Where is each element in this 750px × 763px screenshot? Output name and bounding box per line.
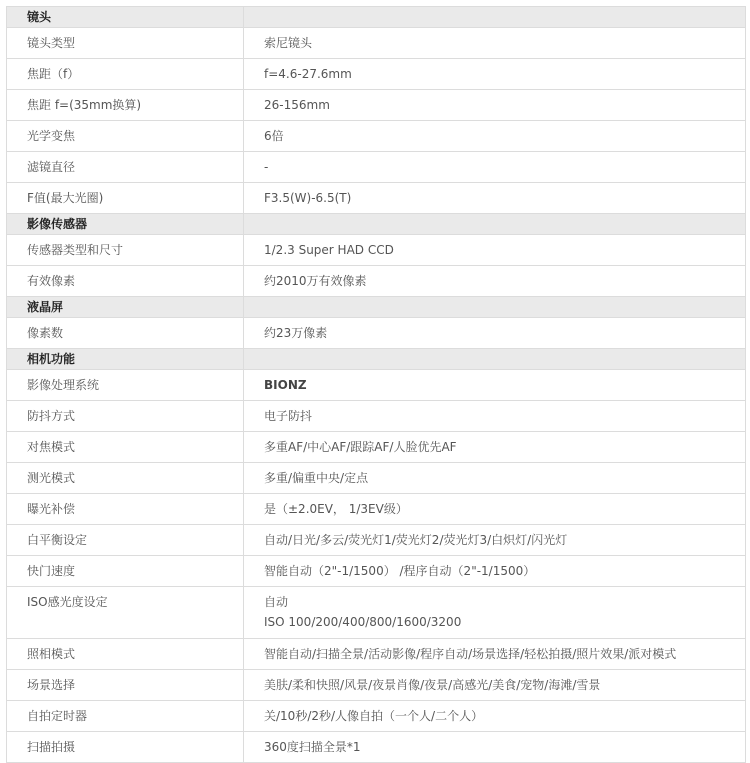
section-header-row [7, 297, 746, 318]
spec-label: 传感器类型和尺寸 [7, 235, 244, 266]
spec-label: 滤镜直径 [7, 152, 244, 183]
spec-value-line: 智能自动（2"-1/1500） /程序自动（2"-1/1500） [264, 564, 536, 578]
spec-row [7, 463, 746, 494]
spec-value-line: 美肤/柔和快照/风景/夜景肖像/夜景/高感光/美食/宠物/海滩/雪景 [264, 678, 601, 692]
spec-label: 曝光补偿 [7, 494, 244, 525]
spec-value-line: ISO 100/200/400/800/1600/3200 [264, 615, 462, 629]
spec-row [7, 318, 746, 349]
section-title: 影像传感器 [7, 214, 244, 235]
spec-row [7, 432, 746, 463]
spec-label: 测光模式 [7, 463, 244, 494]
spec-label: 白平衡设定 [7, 525, 244, 556]
spec-value-line: f=4.6-27.6mm [264, 67, 352, 81]
spec-value-line: 自动/日光/多云/荧光灯1/荧光灯2/荧光灯3/白炽灯/闪光灯 [264, 533, 568, 547]
spec-row [7, 90, 746, 121]
spec-value [244, 28, 746, 59]
spec-value-line: 360度扫描全景*1 [264, 740, 361, 754]
spec-value [244, 732, 746, 763]
spec-row [7, 121, 746, 152]
spec-value-line: 26-156mm [264, 98, 330, 112]
spec-value-line: 电子防抖 [264, 409, 313, 423]
spec-label: 防抖方式 [7, 401, 244, 432]
spec-value [244, 401, 746, 432]
spec-label: 光学变焦 [7, 121, 244, 152]
spec-value-line: 约23万像素 [264, 326, 328, 340]
spec-value [244, 556, 746, 587]
spec-value-line: 约2010万有效像素 [264, 274, 367, 288]
section-header-row [7, 7, 746, 28]
spec-value-line: 是（±2.0EV， 1/3EV级） [264, 502, 408, 516]
spec-value-line: BIONZ [264, 378, 307, 392]
spec-label: ISO感光度设定 [7, 587, 244, 639]
spec-value [244, 494, 746, 525]
spec-label: 镜头类型 [7, 28, 244, 59]
spec-table-body [7, 7, 746, 763]
spec-value [244, 370, 746, 401]
spec-value-line: 多重/偏重中央/定点 [264, 471, 369, 485]
spec-label: 焦距（f） [7, 59, 244, 90]
section-title: 液晶屏 [7, 297, 244, 318]
spec-value [244, 587, 746, 639]
spec-row [7, 639, 746, 670]
spec-label: 照相模式 [7, 639, 244, 670]
spec-row [7, 266, 746, 297]
spec-table [6, 6, 746, 763]
spec-value [244, 701, 746, 732]
spec-row [7, 370, 746, 401]
spec-row [7, 152, 746, 183]
spec-value-line: 关/10秒/2秒/人像自拍（一个人/二个人） [264, 709, 484, 723]
spec-value-line: 1/2.3 Super HAD CCD [264, 243, 394, 257]
section-header-blank [244, 7, 746, 28]
spec-value [244, 318, 746, 349]
spec-value [244, 121, 746, 152]
spec-value [244, 463, 746, 494]
spec-row [7, 494, 746, 525]
section-header-row [7, 214, 746, 235]
spec-row [7, 183, 746, 214]
spec-row [7, 556, 746, 587]
spec-label: 焦距 f=(35mm换算) [7, 90, 244, 121]
spec-row [7, 235, 746, 266]
section-header-blank [244, 214, 746, 235]
spec-value [244, 670, 746, 701]
spec-label: 快门速度 [7, 556, 244, 587]
spec-label: 对焦模式 [7, 432, 244, 463]
section-title: 镜头 [7, 7, 244, 28]
spec-label: 场景选择 [7, 670, 244, 701]
spec-value [244, 266, 746, 297]
spec-value [244, 639, 746, 670]
spec-value-line: 智能自动/扫描全景/活动影像/程序自动/场景选择/轻松拍摄/照片效果/派对模式 [264, 647, 677, 661]
spec-value [244, 59, 746, 90]
spec-value-line: 索尼镜头 [264, 36, 313, 50]
spec-value-line: 多重AF/中心AF/跟踪AF/人脸优先AF [264, 440, 457, 454]
spec-row [7, 59, 746, 90]
spec-row [7, 28, 746, 59]
spec-row [7, 525, 746, 556]
spec-row [7, 587, 746, 639]
spec-value [244, 183, 746, 214]
spec-row [7, 401, 746, 432]
spec-value-line: - [264, 160, 269, 174]
spec-value [244, 432, 746, 463]
spec-value-line: F3.5(W)-6.5(T) [264, 191, 352, 205]
spec-value [244, 235, 746, 266]
spec-label: 扫描拍摄 [7, 732, 244, 763]
spec-value [244, 152, 746, 183]
spec-row [7, 670, 746, 701]
spec-label: 影像处理系统 [7, 370, 244, 401]
spec-label: 有效像素 [7, 266, 244, 297]
section-header-blank [244, 349, 746, 370]
spec-label: 像素数 [7, 318, 244, 349]
section-header-blank [244, 297, 746, 318]
spec-value [244, 90, 746, 121]
spec-value-line: 自动 [264, 595, 289, 609]
spec-label: 自拍定时器 [7, 701, 244, 732]
spec-label: F值(最大光圈) [7, 183, 244, 214]
section-header-row [7, 349, 746, 370]
spec-row [7, 732, 746, 763]
section-title: 相机功能 [7, 349, 244, 370]
spec-row [7, 701, 746, 732]
spec-value-line: 6倍 [264, 129, 284, 143]
spec-value [244, 525, 746, 556]
